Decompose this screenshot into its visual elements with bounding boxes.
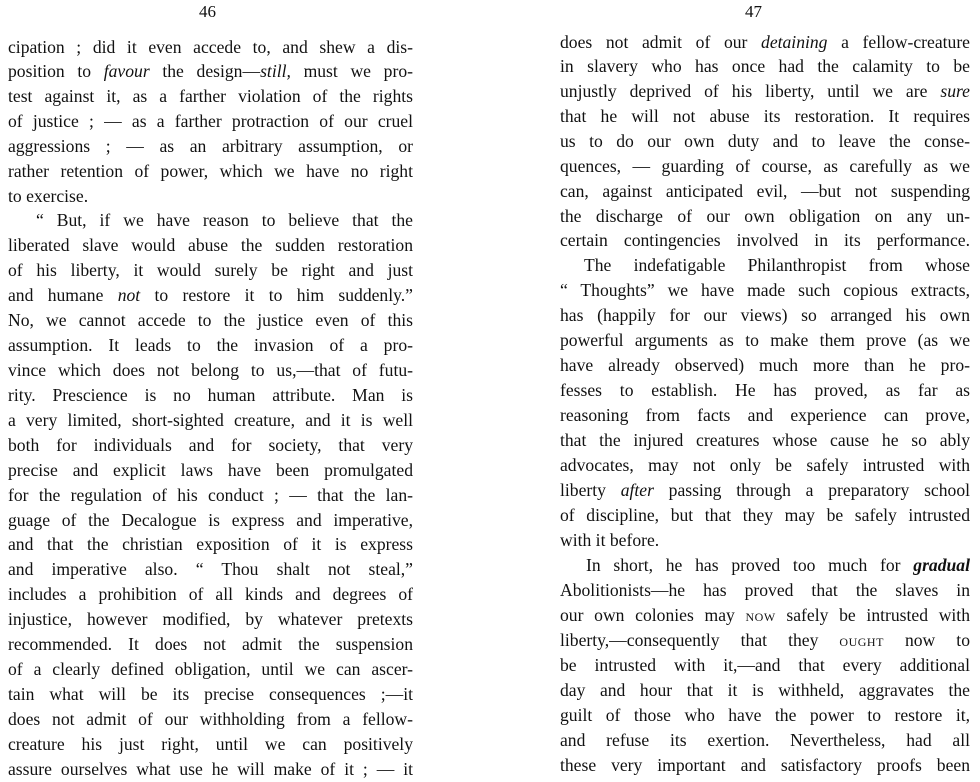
text-line: [560, 603, 970, 628]
text-segment: In short, he has proved too much for: [586, 555, 914, 575]
text-line: [8, 59, 413, 84]
text-segment: in slavery who has once had the calamity to be: [560, 56, 970, 76]
text-line: [560, 253, 970, 278]
text-segment: of discipline, but that they may be safely intrusted: [560, 505, 970, 525]
text-segment: after: [620, 480, 654, 500]
text-line: [560, 653, 970, 678]
text-segment: must we pro-: [290, 61, 413, 81]
text-line: [8, 258, 413, 283]
text-line: [560, 278, 970, 303]
text-line: [8, 757, 413, 782]
text-line: [8, 383, 413, 408]
text-segment: reasoning from facts and experience can prove,: [560, 405, 970, 425]
text-segment: of a clearly defined obligation, until we can ascer-: [8, 659, 413, 679]
text-line: [560, 79, 970, 104]
text-segment: No, we cannot accede to the justice even of this: [8, 310, 413, 330]
text-segment: can, against anticipated evil, —but not suspending: [560, 181, 970, 201]
text-line: [560, 303, 970, 328]
text-segment: The indefatigable Philanthropist from whose: [584, 255, 970, 275]
text-segment: safely be intrusted with: [775, 605, 970, 625]
text-segment: with it before.: [560, 530, 660, 550]
text-segment: guage of the Decalogue is express and imperative,: [8, 510, 413, 530]
text-line: [560, 154, 970, 179]
text-segment: both for individuals and for society, that very: [8, 435, 413, 455]
text-segment: has (happily for our views) so arranged his own: [560, 305, 970, 325]
text-segment: now: [745, 605, 776, 625]
text-line: [8, 508, 413, 533]
text-segment: and refuse its exertion. Nevertheless, had all: [560, 730, 970, 750]
text-segment: these very important and satisfactory proofs been: [560, 755, 970, 775]
text-segment: includes a prohibition of all kinds and degrees of: [8, 584, 413, 604]
text-segment: assure ourselves what use he will make of it ; — it: [8, 759, 413, 779]
text-line: [560, 228, 970, 253]
text-line: [8, 208, 413, 233]
text-line: [560, 703, 970, 728]
text-line: [8, 308, 413, 333]
text-line: [8, 682, 413, 707]
text-line: [560, 553, 970, 578]
text-line: [8, 35, 413, 60]
text-line: [560, 578, 970, 603]
text-segment: fesses to establish. He has proved, as far as: [560, 380, 970, 400]
text-segment: aggressions ; — as an arbitrary assumption, or: [8, 136, 413, 156]
text-line: [560, 728, 970, 753]
text-segment: assumption. It leads to the invasion of a pro-: [8, 335, 413, 355]
text-line: [560, 403, 970, 428]
text-line: [560, 478, 970, 503]
text-line: [560, 528, 970, 553]
text-segment: recommended. It does not admit the suspension: [8, 634, 413, 654]
text-line: [8, 483, 413, 508]
text-line: [560, 179, 970, 204]
text-segment: “ Thoughts” we have made such copious extracts,: [560, 280, 970, 300]
text-segment: and that the christian exposition of it is express: [8, 534, 413, 554]
text-segment: guilt of those who have the power to restore it,: [560, 705, 970, 725]
text-segment: day and hour that it is withheld, aggravates the: [560, 680, 970, 700]
text-segment: a very limited, short-sighted creature, and it is well: [8, 410, 413, 430]
text-segment: position to: [8, 61, 104, 81]
text-segment: that he will not abuse its restoration. It requires: [560, 106, 970, 126]
text-segment: vince which does not belong to us,—that of futu-: [8, 360, 413, 380]
text-segment: have already observed) much more than he pro-: [560, 355, 970, 375]
text-segment: rather retention of power, which we have no right: [8, 161, 413, 181]
text-segment: liberty: [560, 480, 621, 500]
text-segment: does not admit of our: [560, 32, 762, 52]
text-line: [8, 707, 413, 732]
text-segment: still,: [260, 61, 291, 81]
text-segment: of his liberty, it would surely be right and just: [8, 260, 413, 280]
text-segment: us to do our own duty and to leave the conse-: [560, 131, 970, 151]
text-segment: creature his just right, until we can positively: [8, 734, 413, 754]
text-line: [8, 607, 413, 632]
text-segment: favour: [103, 61, 150, 81]
text-line: [560, 628, 970, 653]
text-segment: detaining: [761, 32, 828, 52]
text-line: [8, 358, 413, 383]
text-line: [560, 503, 970, 528]
text-line: [560, 453, 970, 478]
text-segment: to exercise.: [8, 186, 89, 206]
text-segment: injustice, however modified, by whatever pretexts: [8, 609, 413, 629]
text-line: [8, 632, 413, 657]
text-segment: precise and explicit laws have been promulgated: [8, 460, 413, 480]
text-segment: liberty,—consequently that they: [560, 630, 840, 650]
text-line: [8, 557, 413, 582]
text-segment: now to: [883, 630, 970, 650]
text-segment: passing through a preparatory school: [653, 480, 971, 500]
text-line: [560, 129, 970, 154]
page-number: 47: [745, 2, 762, 21]
text-line: [8, 732, 413, 757]
text-line: [8, 134, 413, 159]
text-segment: advocates, may not only be safely intrusted with: [560, 455, 970, 475]
text-segment: does not admit of our withholding from a fellow-: [8, 709, 413, 729]
text-segment: for the regulation of his conduct ; — that the lan-: [8, 485, 413, 505]
text-segment: of justice ; — as a farther protraction of our cruel: [8, 111, 413, 131]
text-segment: sure: [940, 81, 970, 101]
text-line: [560, 30, 970, 55]
text-line: [560, 378, 970, 403]
text-line: [8, 657, 413, 682]
text-line: [560, 678, 970, 703]
text-segment: gradual: [913, 555, 970, 575]
text-line: [8, 532, 413, 557]
text-line: [8, 109, 413, 134]
text-line: [560, 328, 970, 353]
text-segment: our own colonies may: [560, 605, 746, 625]
text-segment: and humane: [8, 285, 118, 305]
text-segment: tain what will be its precise consequences ;—it: [8, 684, 413, 704]
text-segment: ought: [839, 630, 884, 650]
text-segment: that the injured creatures whose cause he so ably: [560, 430, 970, 450]
page-number: 46: [199, 2, 216, 21]
text-segment: cipation ; did it even accede to, and shew a dis-: [8, 37, 413, 57]
text-segment: to restore it to him suddenly.”: [140, 285, 413, 305]
text-segment: Abolitionists—he has proved that the slaves in: [560, 580, 970, 600]
text-segment: powerful arguments as to make them prove (as we: [560, 330, 970, 350]
text-segment: unjustly deprived of his liberty, until we are: [560, 81, 941, 101]
text-line: [560, 753, 970, 778]
text-line: [8, 184, 413, 209]
text-line: [560, 353, 970, 378]
text-segment: “ But, if we have reason to believe that the: [36, 210, 413, 230]
text-segment: and imperative also. “ Thou shalt not steal,”: [8, 559, 413, 579]
text-line: [8, 233, 413, 258]
text-line: [560, 54, 970, 79]
text-line: [8, 582, 413, 607]
text-line: [8, 408, 413, 433]
text-line: [8, 333, 413, 358]
text-line: [8, 84, 413, 109]
text-segment: quences, — guarding of course, as carefully as we: [560, 156, 970, 176]
text-segment: not: [117, 285, 141, 305]
text-segment: rity. Prescience is no human attribute. Man is: [8, 385, 413, 405]
text-segment: liberated slave would abuse the sudden restoration: [8, 235, 413, 255]
text-segment: the design—: [149, 61, 261, 81]
text-segment: a fellow-creature: [827, 32, 970, 52]
text-line: [560, 204, 970, 229]
text-segment: be intrusted with it,—and that every additional: [560, 655, 970, 675]
text-line: [8, 458, 413, 483]
text-line: [8, 433, 413, 458]
text-line: [8, 283, 413, 308]
text-line: [560, 428, 970, 453]
text-segment: certain contingencies involved in its performance.: [560, 230, 970, 250]
text-line: [8, 159, 413, 184]
text-segment: test against it, as a farther violation of the rights: [8, 86, 413, 106]
text-segment: the discharge of our own obligation on any un-: [560, 206, 970, 226]
text-line: [560, 104, 970, 129]
